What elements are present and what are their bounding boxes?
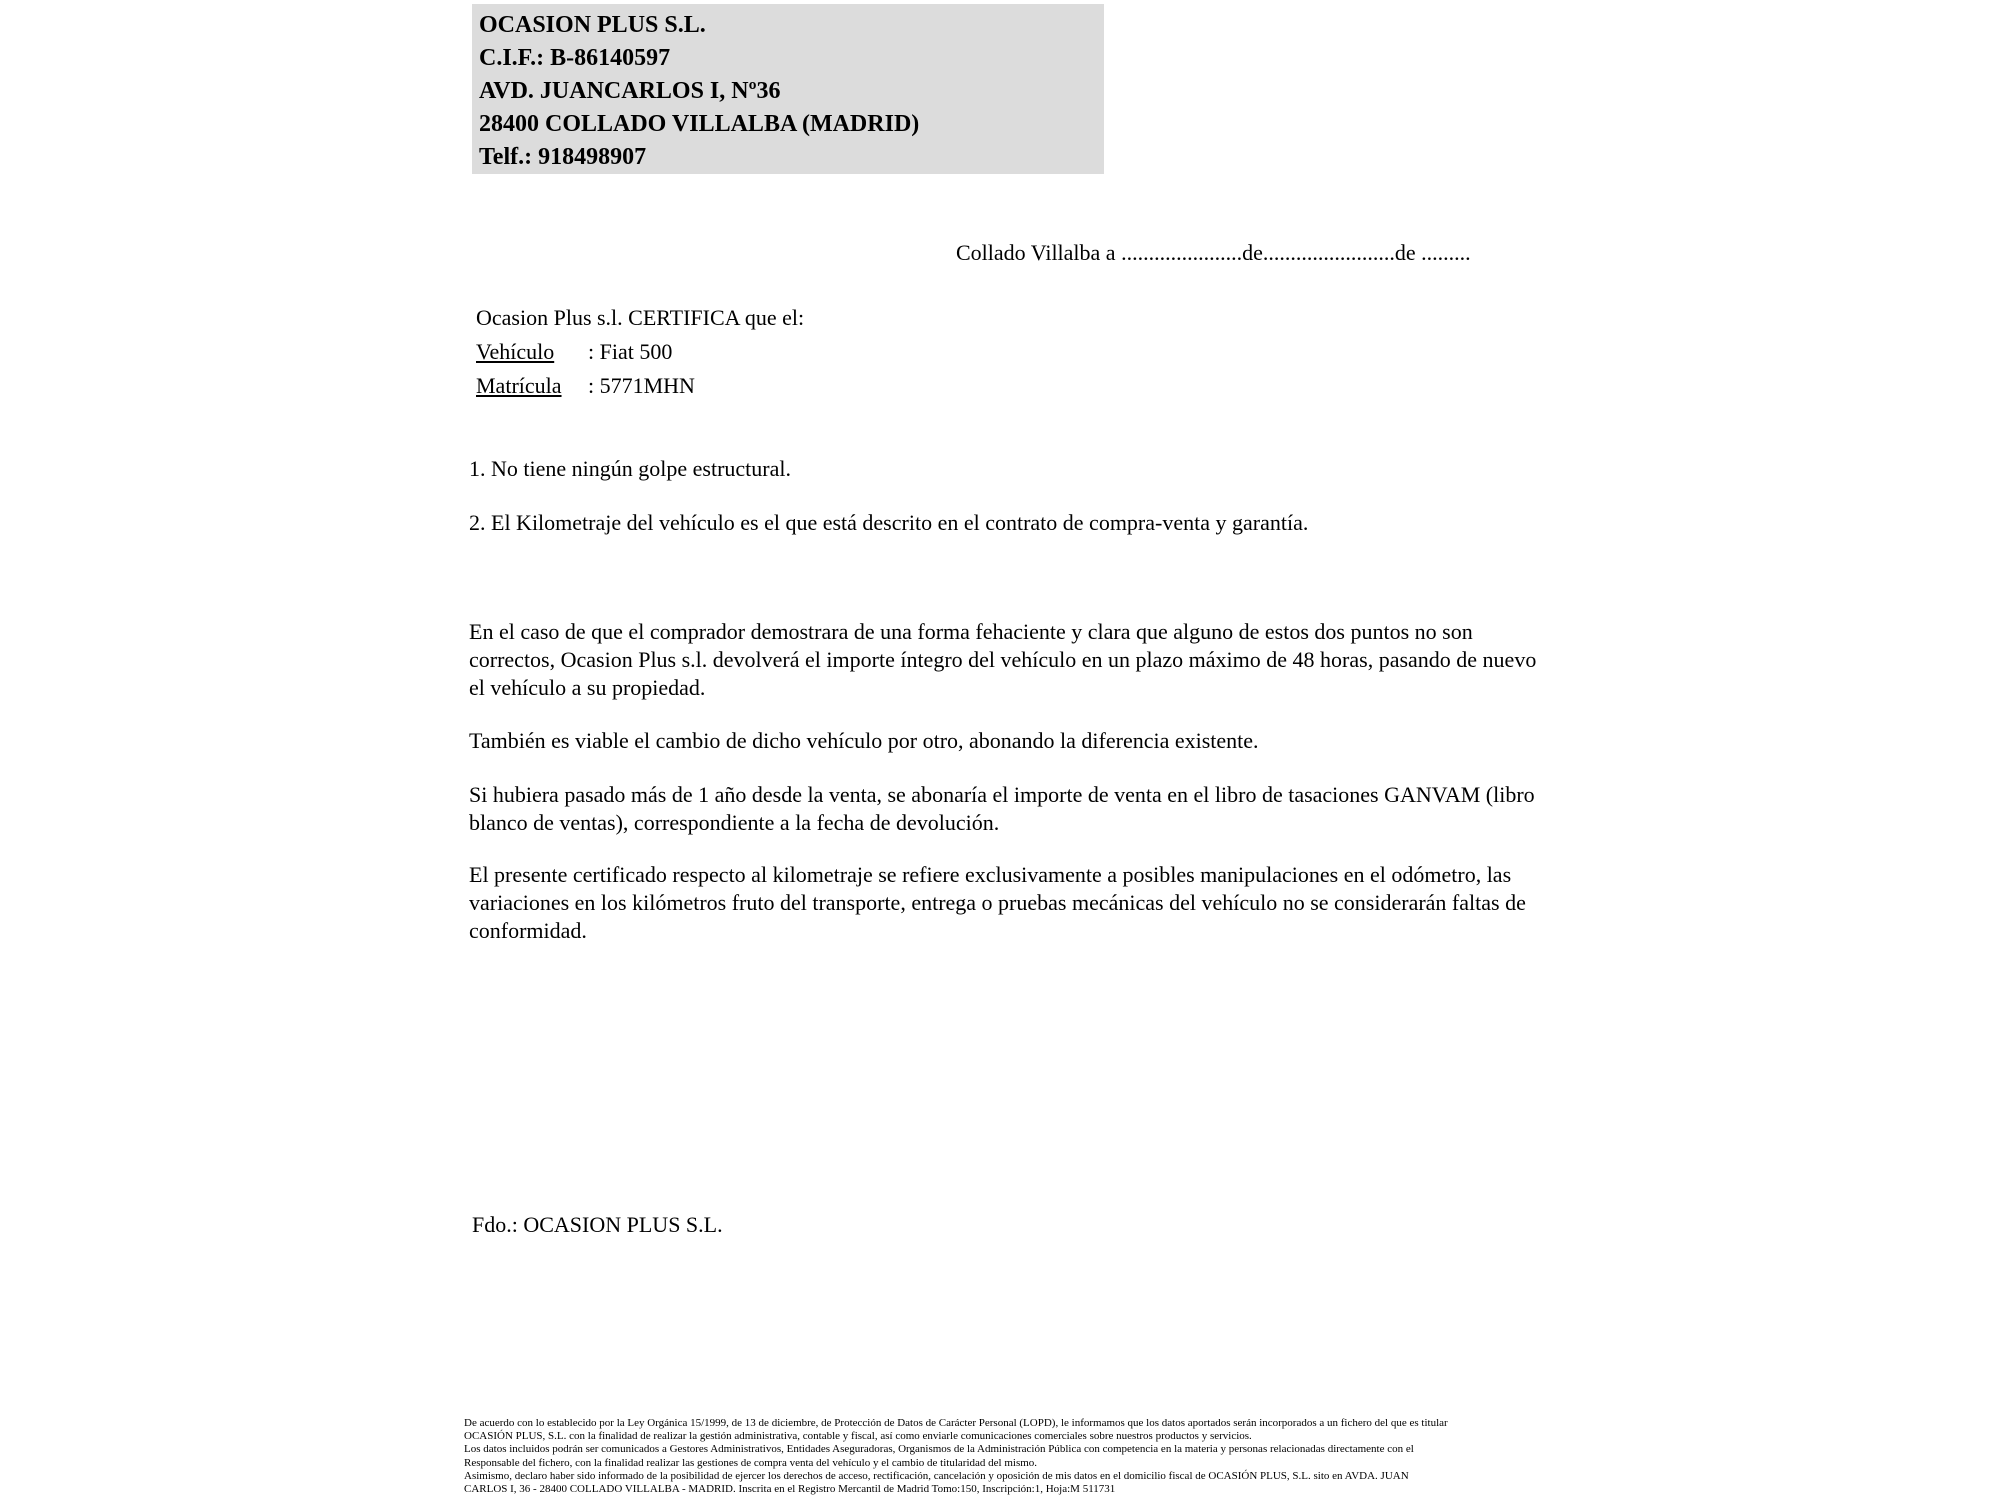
point-no-structural-damage: 1. No tiene ningún golpe estructural. [469,456,791,481]
plate-label-wrap [476,369,588,403]
date-line: Collado Villalba a ......................de........................de ......... [956,240,1471,265]
paragraph-exchange-option: También es viable el cambio de dicho vehículo por otro, abonando la diferencia existente. [469,728,1259,753]
point-mileage: 2. El Kilometraje del vehículo es el que está descrito en el contrato de compra-venta y garantía. [469,510,1309,535]
paragraph-refund-policy: En el caso de que el comprador demostrara de una forma fehaciente y clara que alguno de estos dos puntos no son correctos, Ocasion Plus s.l. devolverá el importe íntegro del vehículo en un plazo máximo de 48 horas, pasando de nuevo el vehículo a su propiedad. [469,619,1537,700]
footer-line: Los datos incluidos podrán ser comunicados a Gestores Administrativos, Entidades Aseguradoras, Organismos de la Administración Pública con competencia en la materia y personas relacionadas directamente con el [464,1443,1414,1456]
cif-line: C.I.F.: B-86140597 [479,45,671,71]
plate-label: Matrícula [476,373,562,398]
footer-line: CARLOS I, 36 - 28400 COLLADO VILLALBA - MADRID. Inscrita en el Registro Mercantil de Madrid Tomo:150, Inscripción:1, Hoja:M 511731 [464,1483,1116,1496]
vehicle-value: : Fiat 500 [588,339,673,364]
footer-line: OCASIÓN PLUS, S.L. con la finalidad de realizar la gestión administrativa, contable y fiscal, así como enviarle comunicaciones comerciales sobre nuestros productos y servicios. [464,1430,1252,1443]
certification-block [476,301,804,403]
paragraph-ganvam-valuation: Si hubiera pasado más de 1 año desde la venta, se abonaría el importe de venta en el libro de tasaciones GANVAM (libro blanco de ventas), correspondiente a la fecha de devolución. [469,782,1535,835]
paragraph-odometer-disclaimer: El presente certificado respecto al kilometraje se refiere exclusivamente a posibles manipulaciones en el odómetro, las variaciones en los kilómetros fruto del transporte, entrega o pruebas mecánicas del vehículo no se considerarán faltas de conformidad. [469,862,1526,943]
footer-line: Asimismo, declaro haber sido informado de la posibilidad de ejercer los derechos de acceso, rectificación, cancelación y oposición de mis datos en el domicilio fiscal de OCASIÓN PLUS, S.L. sito en AVDA. JUAN [464,1469,1409,1482]
footer-line: De acuerdo con lo establecido por la Ley Orgánica 15/1999, de 13 de diciembre, de Protección de Datos de Carácter Personal (LOPD), le informamos que los datos aportados serán incorporados a un fichero del que es titular [464,1417,1448,1429]
city-line: 28400 COLLADO VILLALBA (MADRID) [479,111,920,137]
vehicle-row [476,335,804,369]
company-name: OCASION PLUS S.L. [479,12,706,38]
vehicle-label: Vehículo [476,339,555,364]
phone-line: Telf.: 918498907 [479,144,647,170]
plate-value: : 5771MHN [588,373,695,398]
legal-footer [464,1417,1574,1496]
signature-line: Fdo.: OCASION PLUS S.L. [472,1212,723,1237]
address-line: AVD. JUANCARLOS I, Nº36 [479,78,781,104]
letterhead [472,4,1104,174]
plate-row [476,369,804,403]
vehicle-label-wrap [476,335,588,369]
footer-line: Responsable del fichero, con la finalidad realizar las gestiones de compra venta del vehículo y el cambio de titularidad del mismo. [464,1456,1038,1469]
certify-intro: Ocasion Plus s.l. CERTIFICA que el: [476,305,805,330]
